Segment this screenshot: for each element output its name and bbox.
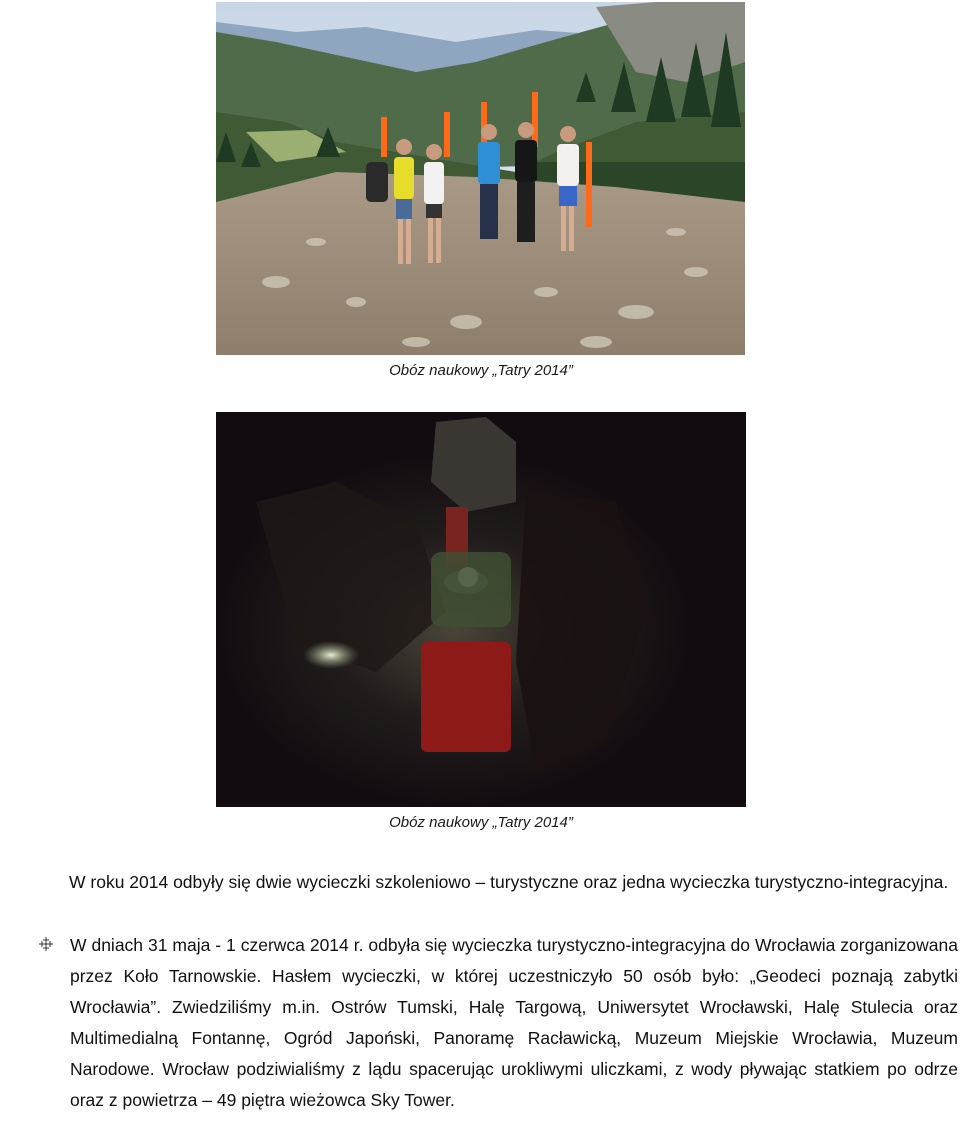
cross-bullet-icon: [38, 936, 54, 952]
mountain-group-illustration: [216, 2, 745, 355]
cave-scene-illustration: [216, 412, 746, 807]
cave-night-photo: [216, 412, 746, 807]
photo-caption-1: Obóz naukowy „Tatry 2014”: [389, 362, 573, 379]
photo-caption-2: Obóz naukowy „Tatry 2014”: [389, 814, 573, 831]
trip-description-paragraph: W dniach 31 maja - 1 czerwca 2014 r. odbyła się wycieczka turystyczno-integracyjna do Wrocławia zorganizowana przez Koło Tarnowskie. Hasłem wycieczki, w której uczestniczyło 50 osób było: „Geodeci poznają zabytki Wrocławia”. Zwiedziliśmy m.in. Ostrów Tumski, Halę Targową, Uniwersytet Wrocławski, Halę Stulecia oraz Multimedialną Fontannę, Ogród Japoński, Panoramę Racławicką, Muzeum Miejskie Wrocławia, Muzeum Narodowe. Wrocław podziwialiśmy z lądu spacerując urokliwymi uliczkami, z wody pływając statkiem po odrze oraz z powietrza – 49 piętra wieżowca Sky Tower.: [70, 935, 958, 1110]
mountain-group-photo: [216, 2, 745, 355]
intro-paragraph: W roku 2014 odbyły się dwie wycieczki szkoleniowo – turystyczne oraz jedna wycieczka turystyczno-integracyjna.: [69, 872, 949, 892]
